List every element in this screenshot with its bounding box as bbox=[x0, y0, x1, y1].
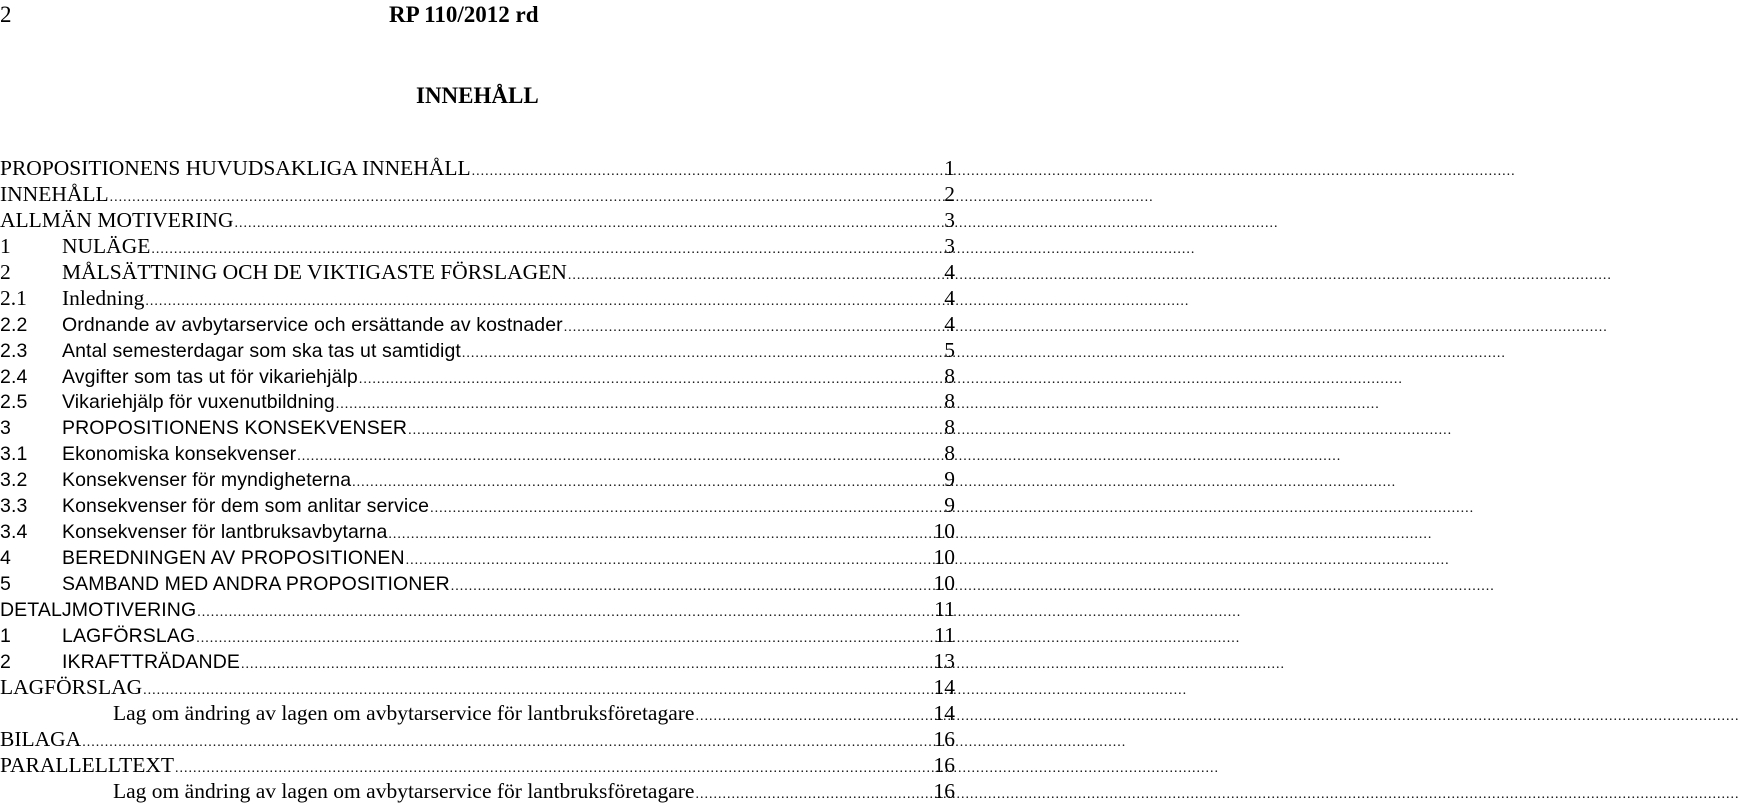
toc-entry-page: 14 bbox=[934, 701, 956, 727]
toc-entry-title: Ekonomiska konsekvenser bbox=[62, 442, 296, 468]
toc-entry-page: 4 bbox=[944, 312, 955, 338]
toc-entry-title: LAGFÖRSLAG bbox=[62, 624, 195, 650]
dot-leader bbox=[461, 341, 944, 367]
toc-entry-number: 2.5 bbox=[0, 390, 62, 416]
toc-entry[interactable] bbox=[0, 545, 955, 571]
dot-leader bbox=[296, 444, 944, 470]
toc-entry-page: 13 bbox=[934, 649, 956, 675]
dot-leader bbox=[144, 289, 944, 315]
toc-entry-title: PROPOSITIONENS HUVUDSAKLIGA INNEHÅLL bbox=[0, 156, 471, 182]
toc-entry[interactable] bbox=[0, 675, 955, 701]
dot-leader bbox=[407, 418, 944, 444]
toc-entry-page: 1 bbox=[944, 156, 955, 182]
toc-entry-page: 5 bbox=[944, 338, 955, 364]
toc-entry-page: 3 bbox=[944, 234, 955, 260]
toc-entry-page: 8 bbox=[944, 415, 955, 441]
toc-entry-page: 4 bbox=[944, 260, 955, 286]
toc-entry[interactable] bbox=[0, 338, 955, 364]
toc-entry-page: 3 bbox=[944, 208, 955, 234]
toc-entry-page: 10 bbox=[934, 519, 956, 545]
toc-entry[interactable] bbox=[0, 312, 955, 338]
toc-entry-title: Konsekvenser för myndigheterna bbox=[62, 468, 351, 494]
toc-entry-title: INNEHÅLL bbox=[0, 182, 109, 208]
toc-entry[interactable] bbox=[0, 649, 955, 675]
toc-entry[interactable] bbox=[0, 182, 955, 208]
toc-entry-number: 3.2 bbox=[0, 468, 62, 494]
toc-entry[interactable] bbox=[0, 364, 955, 390]
toc-entry-title: Lag om ändring av lagen om avbytarservice för lantbruksföretagare bbox=[113, 779, 694, 805]
toc-entry-title: Lag om ändring av lagen om avbytarservice för lantbruksföretagare bbox=[113, 701, 694, 727]
toc-entry-number: 5 bbox=[0, 572, 62, 598]
toc-entry-title: LAGFÖRSLAG bbox=[0, 675, 142, 701]
dot-leader bbox=[240, 652, 934, 678]
dot-leader bbox=[429, 496, 944, 522]
dot-leader bbox=[471, 159, 945, 185]
toc-entry[interactable] bbox=[0, 623, 955, 649]
toc-entry-number: 2 bbox=[0, 650, 62, 676]
toc-entry[interactable] bbox=[0, 389, 955, 415]
toc-entry-title: Vikariehjälp för vuxenutbildning bbox=[62, 390, 335, 416]
toc-entry-number: 3.1 bbox=[0, 442, 62, 468]
toc-entry-page: 8 bbox=[944, 389, 955, 415]
toc-entry-page: 2 bbox=[944, 182, 955, 208]
toc-entry-title: Antal semesterdagar som ska tas ut samtidigt bbox=[62, 339, 461, 365]
toc-entry-page: 10 bbox=[934, 571, 956, 597]
toc-entry[interactable] bbox=[0, 779, 955, 805]
toc-entry[interactable] bbox=[0, 234, 955, 260]
dot-leader bbox=[567, 263, 944, 289]
dot-leader bbox=[387, 522, 933, 548]
dot-leader bbox=[563, 315, 944, 341]
dot-leader bbox=[234, 211, 945, 237]
toc-entry-title: IKRAFTTRÄDANDE bbox=[62, 650, 240, 676]
toc-entry-number: 1 bbox=[0, 624, 62, 650]
toc-entry-number: 2.3 bbox=[0, 339, 62, 365]
page-number: 2 bbox=[0, 2, 12, 28]
dot-leader bbox=[81, 730, 933, 756]
toc-entry[interactable] bbox=[0, 260, 955, 286]
table-of-contents bbox=[0, 156, 955, 804]
toc-entry[interactable] bbox=[0, 467, 955, 493]
toc-entry[interactable] bbox=[0, 441, 955, 467]
toc-entry-title: Inledning bbox=[62, 286, 144, 312]
toc-entry-title: Ordnande av avbytarservice och ersättande av kostnader bbox=[62, 313, 563, 339]
toc-entry-title: BEREDNINGEN AV PROPOSITIONEN bbox=[62, 546, 405, 572]
toc-entry[interactable] bbox=[0, 727, 955, 753]
toc-entry-title: Konsekvenser för dem som anlitar service bbox=[62, 494, 429, 520]
toc-entry-number: 3 bbox=[0, 416, 62, 442]
dot-leader bbox=[694, 782, 933, 807]
toc-entry-page: 4 bbox=[944, 286, 955, 312]
toc-entry-page: 14 bbox=[934, 675, 956, 701]
toc-entry-number: 3.3 bbox=[0, 494, 62, 520]
toc-entry-title: NULÄGE bbox=[62, 234, 150, 260]
toc-entry-title: PROPOSITIONENS KONSEKVENSER bbox=[62, 416, 407, 442]
toc-entry[interactable] bbox=[0, 571, 955, 597]
toc-entry-page: 9 bbox=[944, 493, 955, 519]
toc-entry-page: 10 bbox=[934, 545, 956, 571]
dot-leader bbox=[358, 367, 944, 393]
toc-entry-page: 16 bbox=[934, 727, 956, 753]
dot-leader bbox=[335, 392, 944, 418]
dot-leader bbox=[109, 185, 945, 211]
toc-entry[interactable] bbox=[0, 493, 955, 519]
dot-leader bbox=[351, 470, 944, 496]
toc-entry[interactable] bbox=[0, 701, 955, 727]
toc-entry[interactable] bbox=[0, 286, 955, 312]
toc-entry[interactable] bbox=[0, 156, 955, 182]
toc-entry-page: 8 bbox=[944, 441, 955, 467]
dot-leader bbox=[405, 548, 934, 574]
toc-entry-page: 16 bbox=[934, 753, 956, 779]
toc-entry-number: 2.1 bbox=[0, 286, 62, 312]
toc-entry-number: 4 bbox=[0, 546, 62, 572]
dot-leader bbox=[450, 574, 934, 600]
toc-entry-title: MÅLSÄTTNING OCH DE VIKTIGASTE FÖRSLAGEN bbox=[62, 260, 567, 286]
toc-entry-page: 11 bbox=[934, 623, 955, 649]
toc-entry[interactable] bbox=[0, 753, 955, 779]
toc-entry-number: 2.2 bbox=[0, 313, 62, 339]
toc-entry-title: DETALJMOTIVERING bbox=[0, 598, 196, 624]
toc-entry-page: 9 bbox=[944, 467, 955, 493]
toc-entry[interactable] bbox=[0, 597, 955, 623]
toc-entry-title: BILAGA bbox=[0, 727, 81, 753]
toc-entry-title: Konsekvenser för lantbruksavbytarna bbox=[62, 520, 387, 546]
toc-entry[interactable] bbox=[0, 208, 955, 234]
toc-entry-number: 2 bbox=[0, 260, 62, 286]
toc-entry-title: SAMBAND MED ANDRA PROPOSITIONER bbox=[62, 572, 450, 598]
toc-entry-title: Avgifter som tas ut för vikariehjälp bbox=[62, 365, 358, 391]
toc-entry[interactable] bbox=[0, 415, 955, 441]
toc-entry-page: 16 bbox=[934, 779, 956, 805]
toc-entry-page: 11 bbox=[934, 597, 955, 623]
dot-leader bbox=[196, 600, 934, 626]
toc-heading: INNEHÅLL bbox=[416, 83, 539, 109]
toc-entry-title: PARALLELLTEXT bbox=[0, 753, 174, 779]
document-reference: RP 110/2012 rd bbox=[389, 2, 539, 28]
toc-entry-page: 8 bbox=[944, 364, 955, 390]
toc-entry-number: 1 bbox=[0, 234, 62, 260]
toc-entry[interactable] bbox=[0, 519, 955, 545]
toc-entry-number: 3.4 bbox=[0, 520, 62, 546]
toc-entry-number: 2.4 bbox=[0, 365, 62, 391]
dot-leader bbox=[195, 626, 934, 652]
dot-leader bbox=[694, 704, 933, 730]
toc-entry-title: ALLMÄN MOTIVERING bbox=[0, 208, 234, 234]
